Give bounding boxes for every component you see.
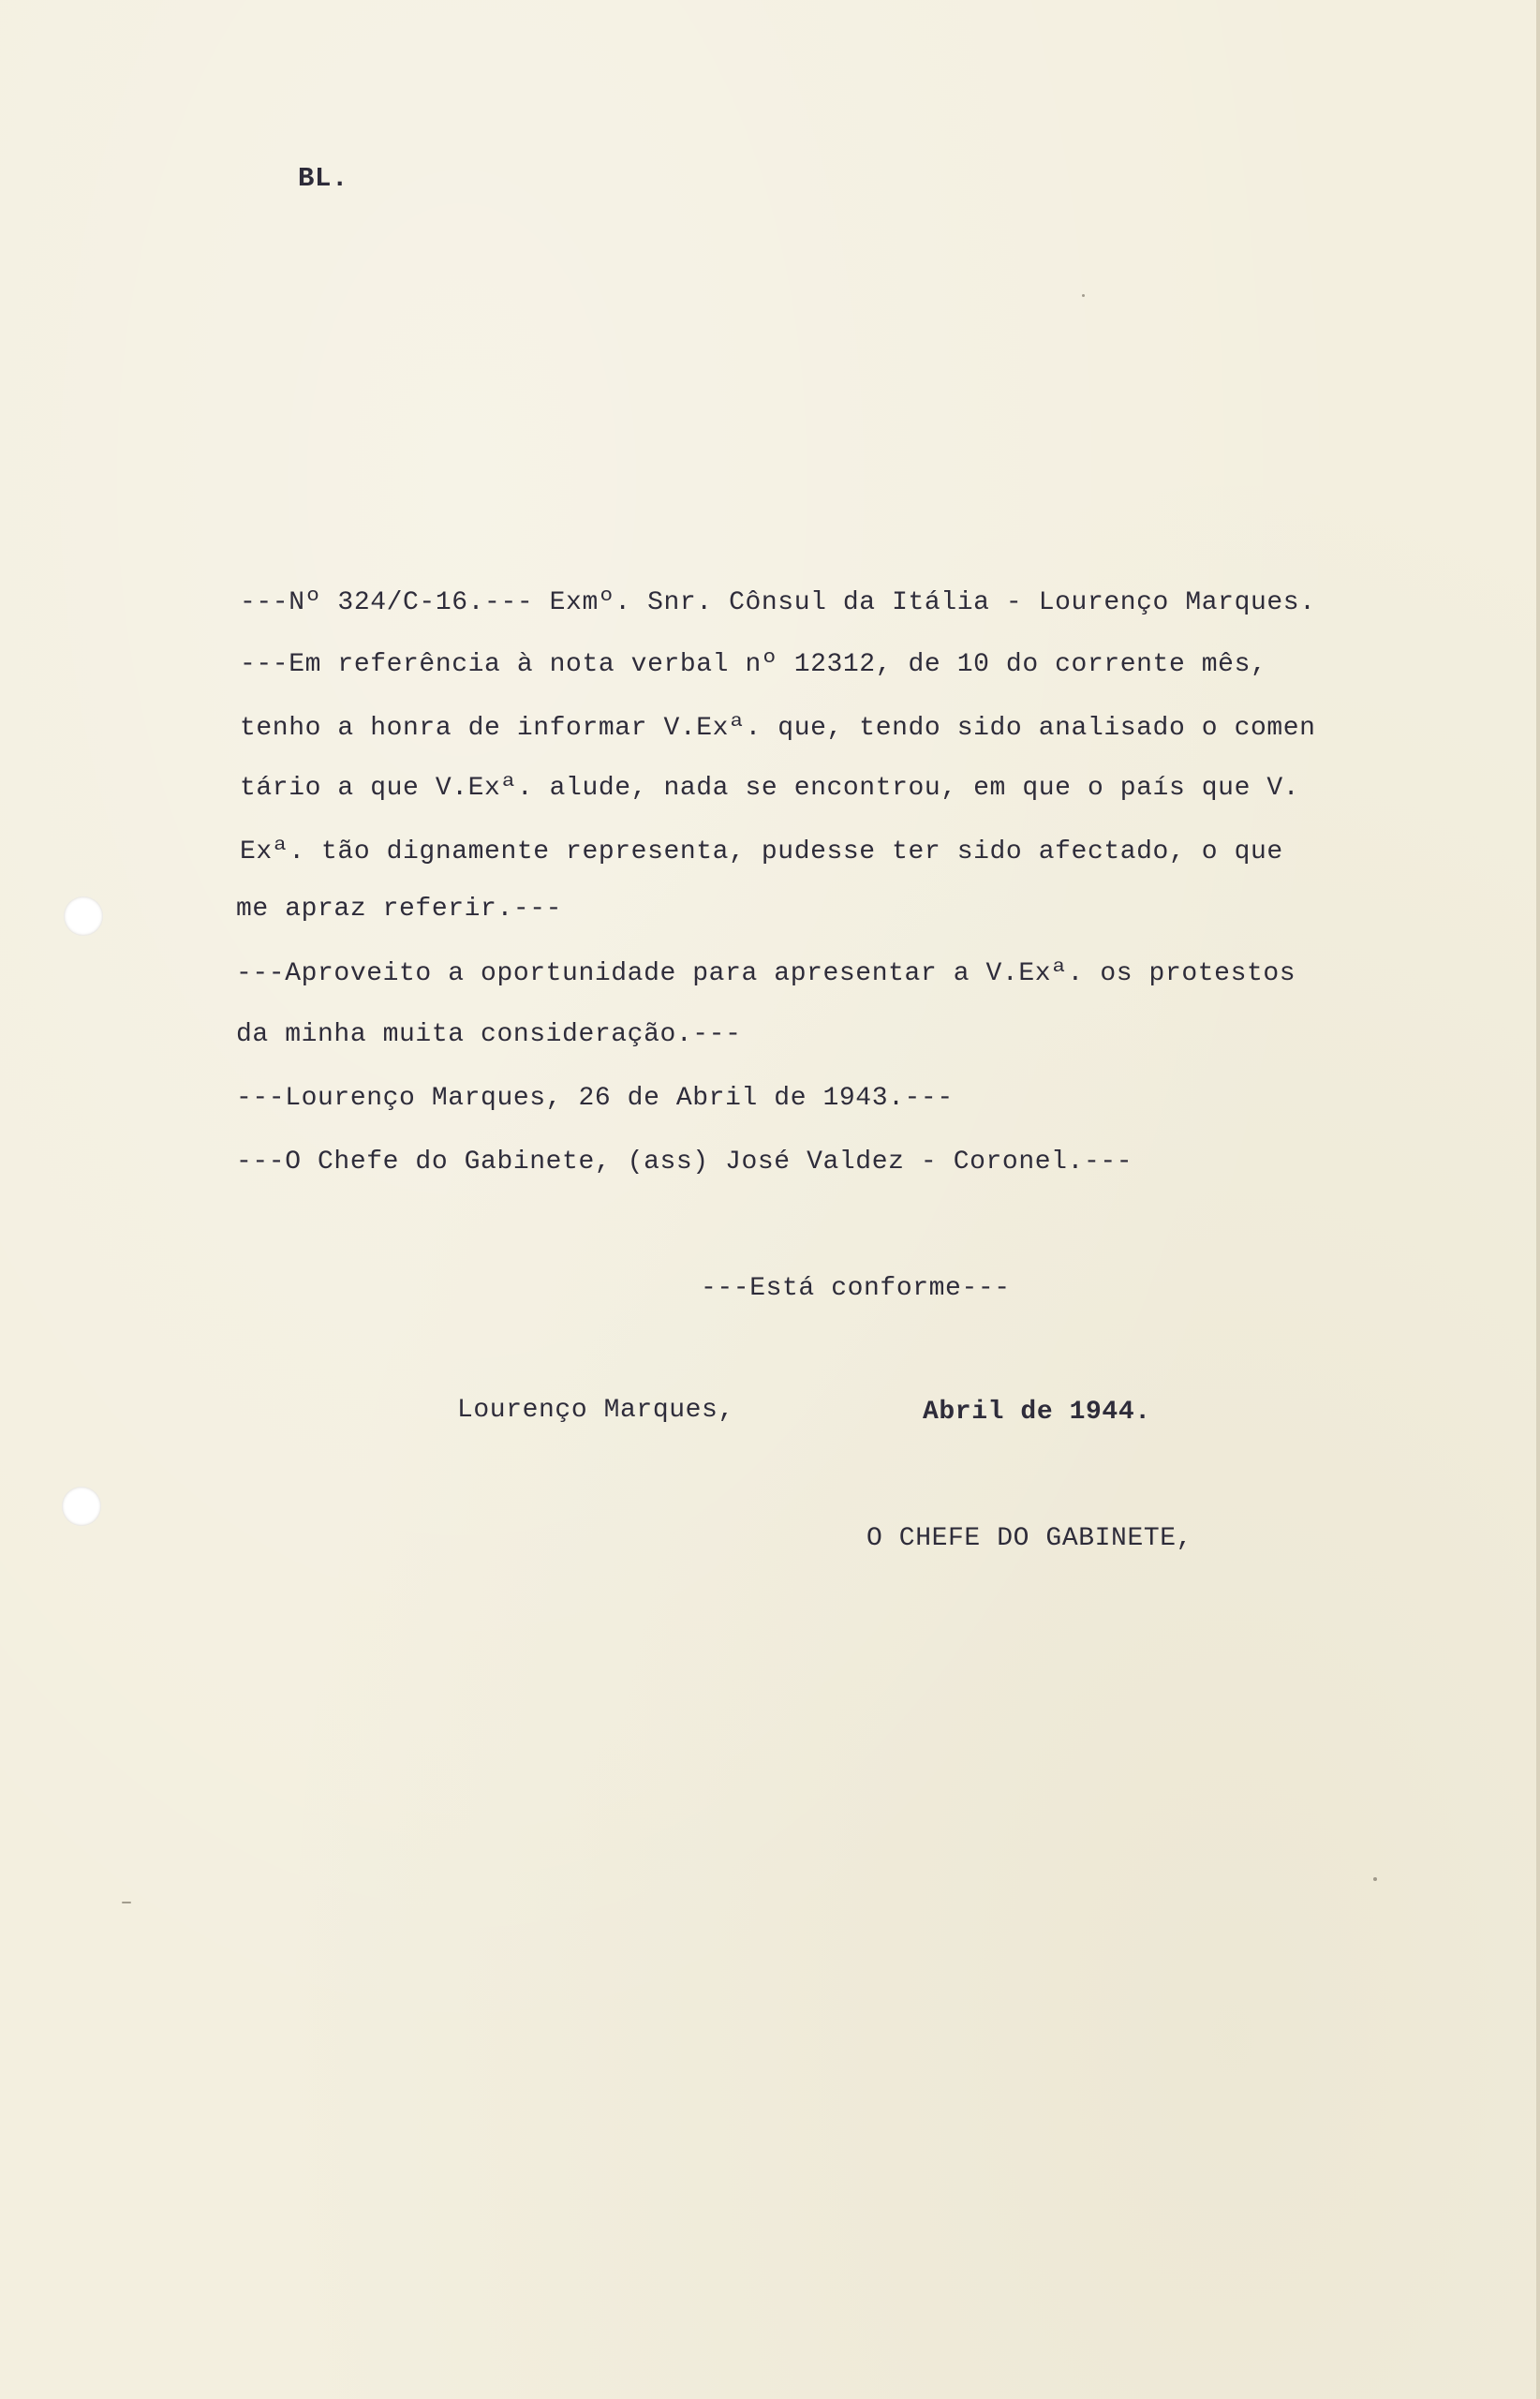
letter-line-2: ---Em referência à nota verbal nº 12312, de 10 do corrente mês, — [240, 650, 1267, 679]
punch-hole-top — [64, 896, 103, 936]
certification-conforme: ---Está conforme--- — [701, 1274, 1011, 1303]
letter-line-7: ---Aproveito a oportunidade para apresentar a V.Exª. os protestos — [236, 959, 1296, 988]
letter-line-3: tenho a honra de informar V.Exª. que, tendo sido analisado o comen — [240, 714, 1316, 743]
certification-date: Abril de 1944. — [923, 1398, 1151, 1427]
letter-line-signature: ---O Chefe do Gabinete, (ass) José Valdez - Coronel.--- — [236, 1148, 1133, 1177]
letter-line-reference: ---Nº 324/C-16.--- Exmº. Snr. Cônsul da Itália - Lourenço Marques. — [240, 588, 1316, 617]
letter-line-4: tário a que V.Exª. alude, nada se encontrou, em que o país que V. — [240, 774, 1300, 803]
letter-line-5: Exª. tão dignamente representa, pudesse ter sido afectado, o que — [240, 837, 1283, 866]
typist-initials: BL. — [298, 163, 349, 194]
letter-line-8: da minha muita consideração.--- — [236, 1020, 742, 1049]
certification-signer-title: O CHEFE DO GABINETE, — [866, 1524, 1193, 1553]
certification-place: Lourenço Marques, — [457, 1396, 734, 1425]
paper-speck — [122, 1902, 131, 1903]
paper-speck — [1373, 1877, 1377, 1881]
letter-line-place-date: ---Lourenço Marques, 26 de Abril de 1943.--- — [236, 1084, 954, 1113]
letter-line-6: me apraz referir.--- — [236, 895, 563, 924]
paper-speck — [1082, 294, 1085, 297]
page-edge — [1536, 0, 1540, 2399]
punch-hole-bottom — [62, 1487, 101, 1526]
